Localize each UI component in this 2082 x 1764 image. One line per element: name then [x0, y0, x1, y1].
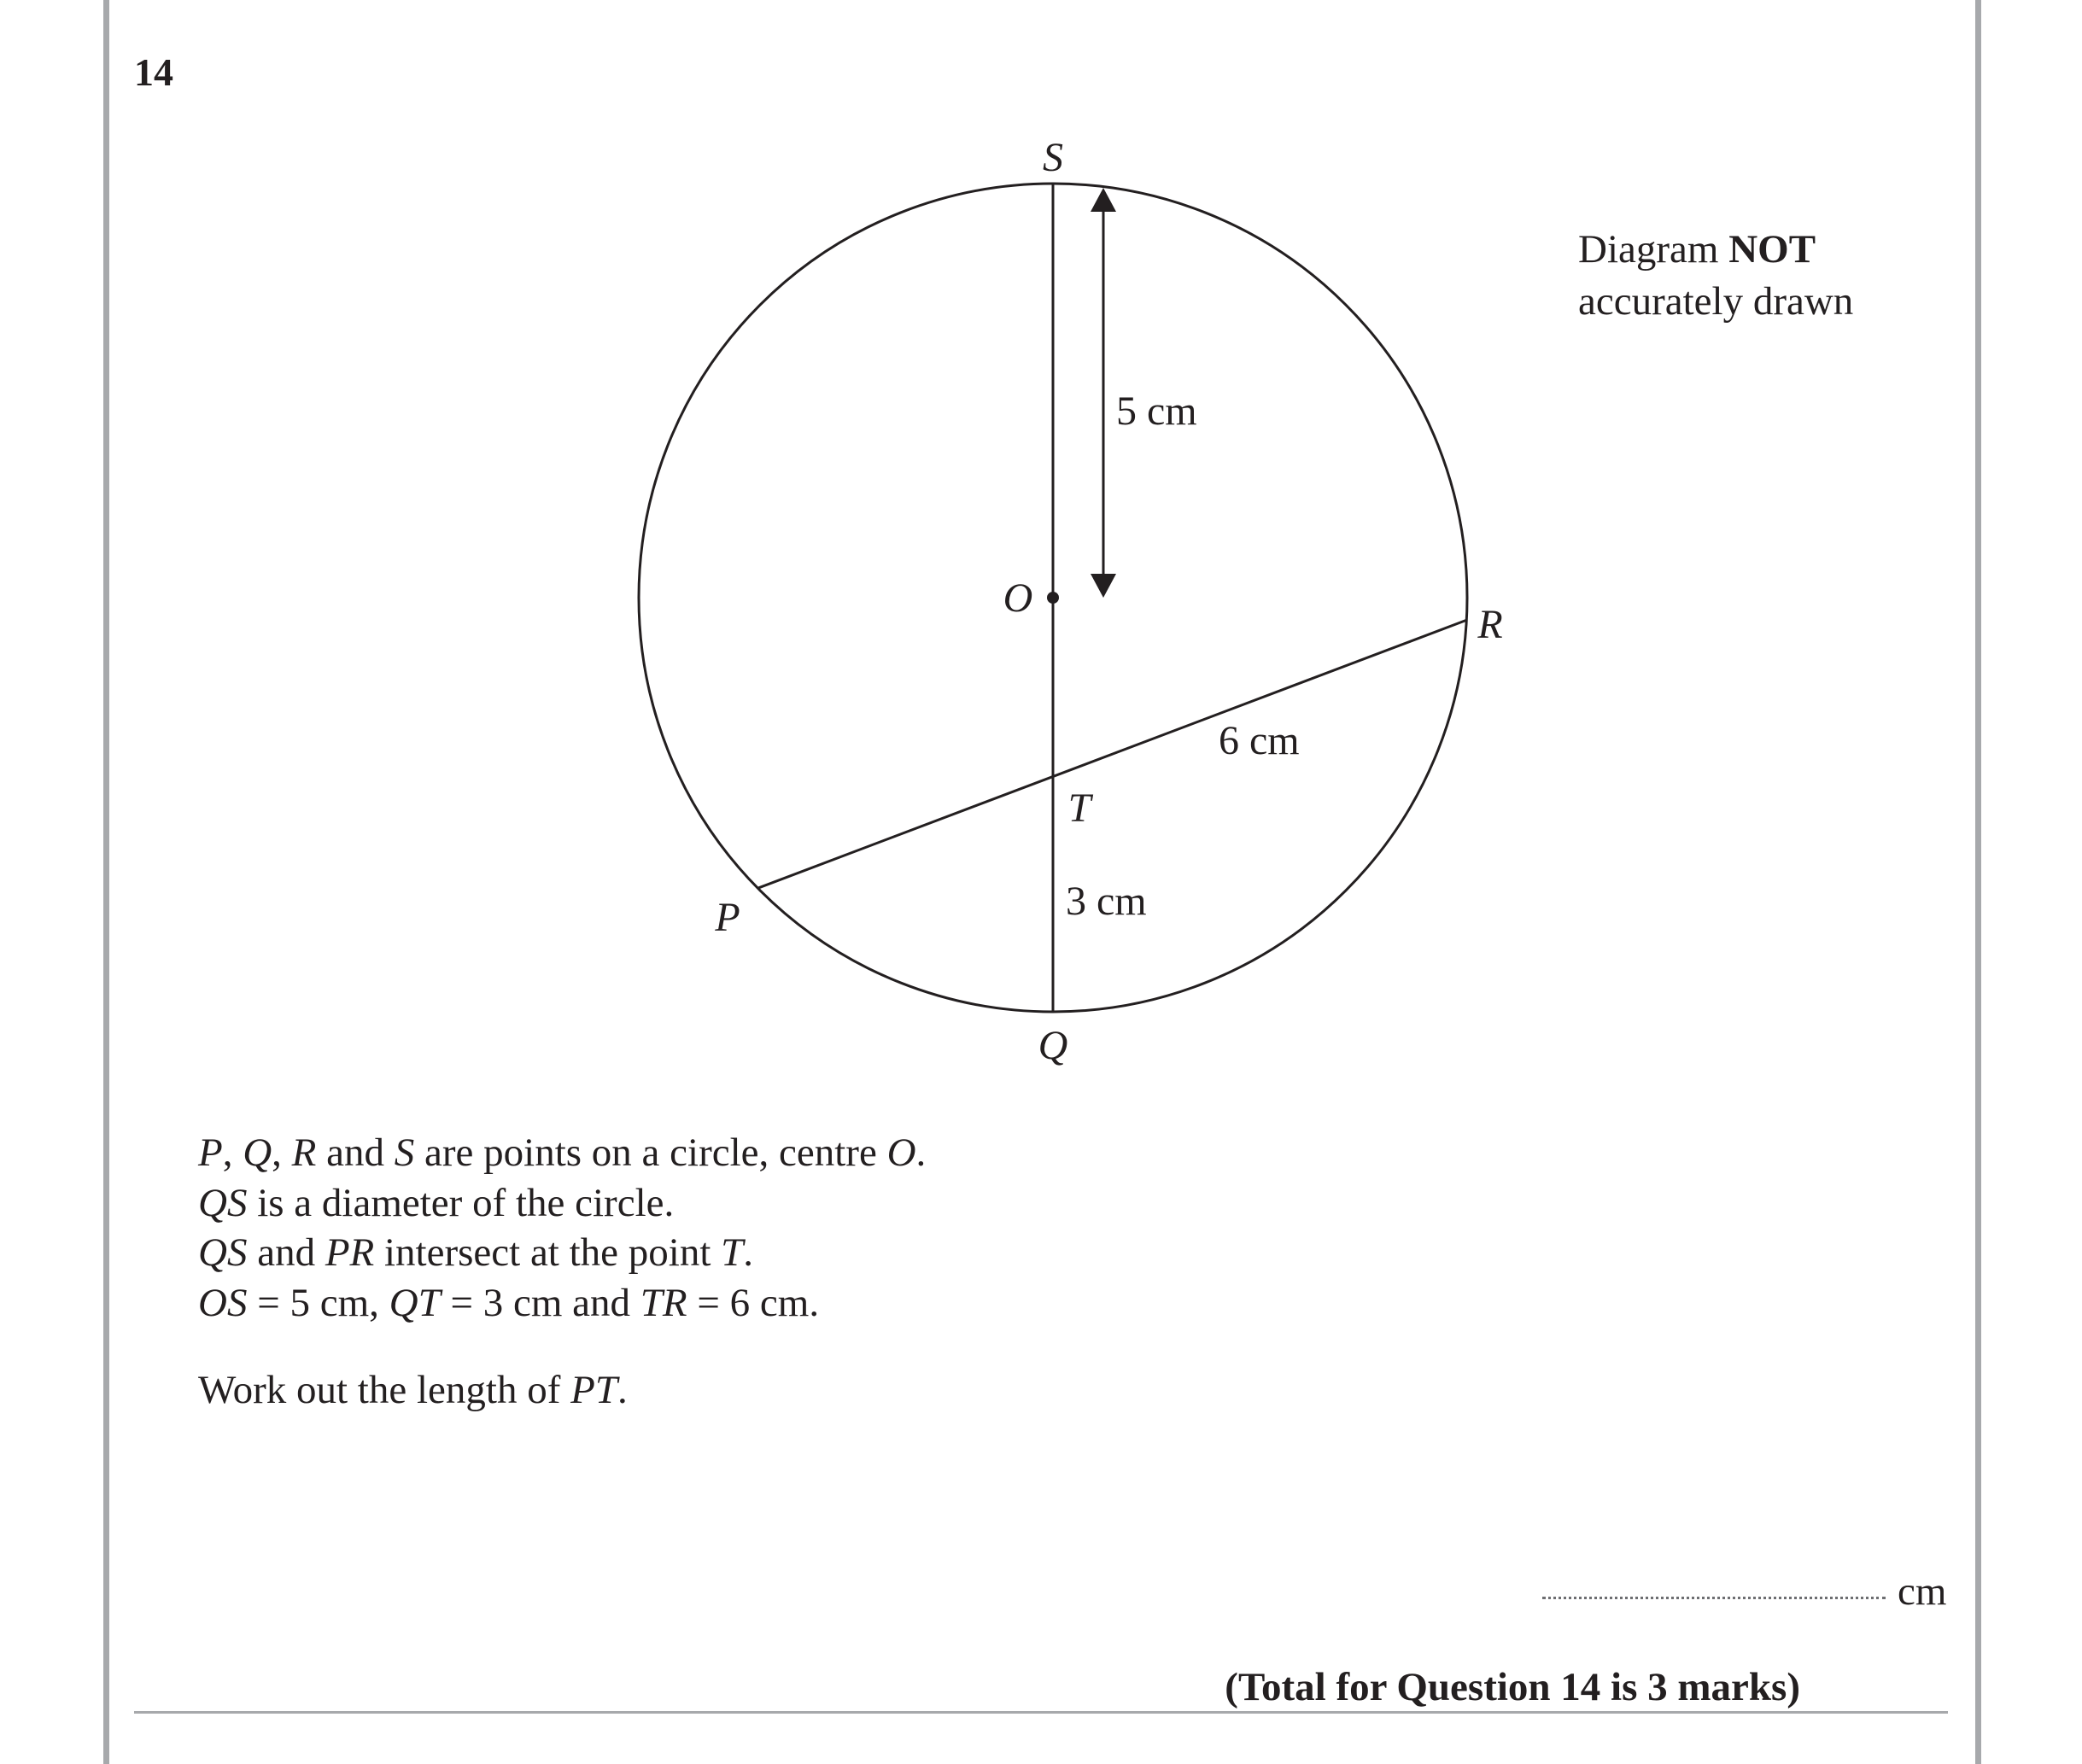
measure-os: 5 cm [1116, 388, 1197, 434]
task-instruction: Work out the length of PT. [198, 1368, 628, 1412]
measure-tr: 6 cm [1219, 718, 1300, 763]
stem-line-1: P, Q, R and S are points on a circle, centre O. [198, 1130, 927, 1175]
answer-line[interactable] [1542, 1597, 1886, 1599]
diagram-note-text: Diagram [1578, 227, 1719, 272]
label-p: P [715, 895, 740, 940]
question-stem [198, 1128, 926, 1328]
bottom-rule [134, 1711, 1948, 1714]
label-s: S [1043, 135, 1063, 180]
arrowhead-up-icon [1091, 188, 1116, 212]
diagram-note-line2: accurately drawn [1578, 279, 1854, 324]
stem-line-4: OS = 5 cm, QT = 3 cm and TR = 6 cm. [198, 1280, 820, 1325]
chord-pr [758, 620, 1467, 888]
stem-line-3: QS and PR intersect at the point T. [198, 1230, 754, 1275]
answer-unit: cm [1898, 1569, 1947, 1614]
label-r: R [1477, 602, 1503, 647]
question-number: 14 [134, 50, 173, 94]
label-q: Q [1038, 1023, 1068, 1068]
arrowhead-down-icon [1091, 574, 1116, 598]
measure-qt: 3 cm [1066, 879, 1147, 924]
label-t: T [1067, 786, 1091, 831]
diagram-note-bold: NOT [1728, 227, 1816, 272]
centre-point [1047, 592, 1059, 604]
stem-line-2: QS is a diameter of the circle. [198, 1180, 675, 1225]
total-marks: (Total for Question 14 is 3 marks) [1225, 1665, 1800, 1709]
label-o: O [1003, 575, 1033, 621]
